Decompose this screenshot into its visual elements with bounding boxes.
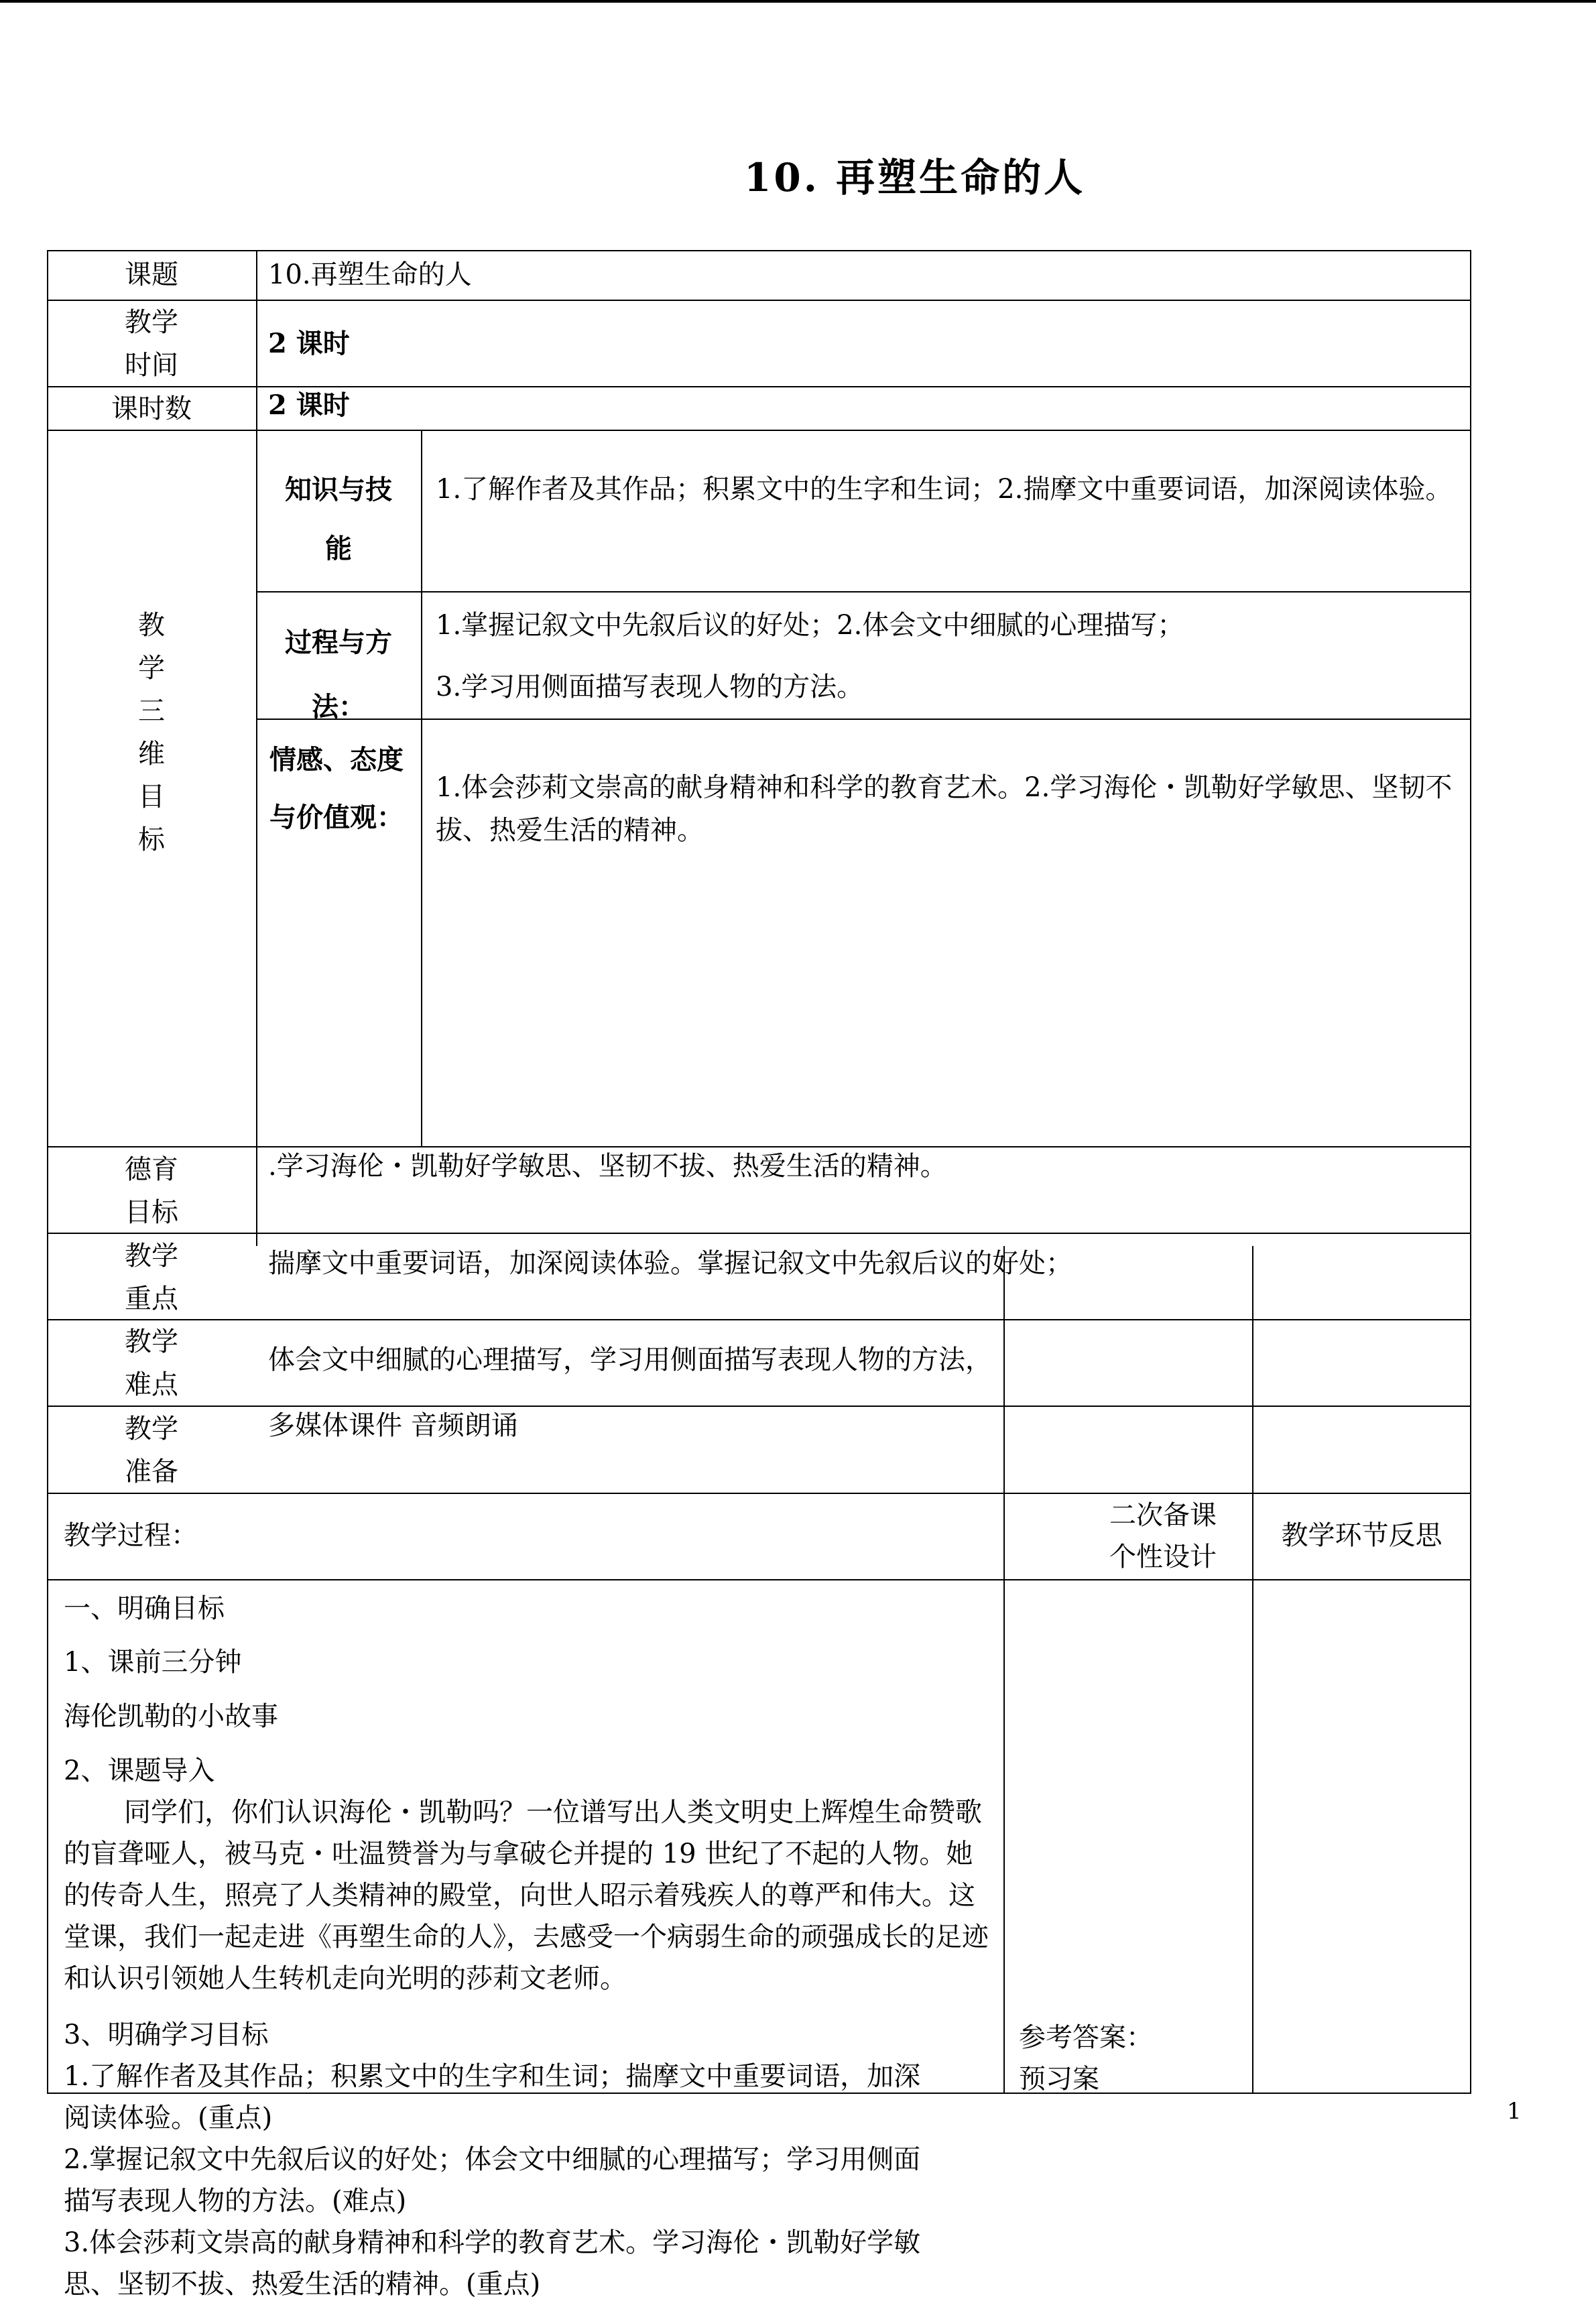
emotion-attitude-text: 1.体会莎莉文崇高的献身精神和科学的教育艺术。2.学习海伦・凯勒好学敏思、坚韧不拔、热爱生活的精神。 xyxy=(436,772,1453,846)
intro-paragraph: 同学们，你们认识海伦・凯勒吗？一位谱写出人类文明史上辉煌生命赞歌的盲聋哑人，被马克・吐温赞誉为与拿破仑并提的 19 世纪了不起的人物。她的传奇人生，照亮了人类精神的殿堂，向世人昭示着残疾人的尊严和伟大。这堂课，我们一起走进《再塑生命的人》，去感受一个病弱生命的顽强成长的足迹和认识引领她人生转机走向光明的莎莉文老师。 xyxy=(64,1797,989,1994)
answer-sub: 预习案 xyxy=(1019,2064,1099,2095)
table-border-left xyxy=(47,250,48,2094)
topic-label: 课题 xyxy=(125,259,178,290)
story-paragraph: 海伦凯勒的小故事 xyxy=(64,1701,278,1732)
row-line xyxy=(47,300,1471,301)
difficulty-label: 教学难点 xyxy=(125,1326,178,1400)
row-line xyxy=(47,250,1471,251)
learning-goal-3: 3.体会莎莉文崇高的献身精神和科学的教育艺术。学习海伦・凯勒好学敏思、坚韧不拔、热爱生活的精神。(重点) xyxy=(64,2227,921,2300)
knowledge-skills-label: 知识与技能 xyxy=(285,474,392,564)
row-line xyxy=(256,719,1471,720)
teaching-process-header: 教学过程： xyxy=(64,1520,198,1551)
process-method-line-2: 3.学习用侧面描写表现人物的方法。 xyxy=(436,672,864,702)
lesson-plan-table xyxy=(47,250,1471,2300)
answer-label: 参考答案： xyxy=(1019,2022,1153,2053)
topic-value: 10.再塑生命的人 xyxy=(268,259,472,290)
step-heading-3: 2、课题导入 xyxy=(64,1755,215,1786)
process-method-line-1: 1.掌握记叙文中先叙后议的好处；2.体会文中细腻的心理描写； xyxy=(436,610,1184,641)
lesson-count-value: 2 课时 xyxy=(268,389,350,421)
second-preparation-header: 二次备课个性设计 xyxy=(1109,1500,1217,1572)
step-heading-4: 3、明确学习目标 xyxy=(64,2019,269,2050)
difficulty-text: 体会文中细腻的心理描写，学习用侧面描写表现人物的方法， xyxy=(268,1345,992,1375)
moral-goal-text: .学习海伦・凯勒好学敏思、坚韧不拔、热爱生活的精神。 xyxy=(268,1151,947,1182)
process-method-label: 过程与方法： xyxy=(285,627,392,723)
learning-goal-1: 1.了解作者及其作品；积累文中的生字和生词；揣摩文中重要词语，加深阅读体验。(重点) xyxy=(64,2061,921,2133)
step-heading-1: 一、明确目标 xyxy=(64,1593,225,1624)
table-border-right xyxy=(1470,250,1471,2094)
row-line xyxy=(47,1233,1471,1234)
moral-goal-label: 德育目标 xyxy=(125,1154,178,1228)
step-heading-2: 1、课前三分钟 xyxy=(64,1647,242,1678)
row-line xyxy=(47,430,1471,431)
page-title: 10. 再塑生命的人 xyxy=(744,155,1086,200)
teaching-time-label: 教学时间 xyxy=(125,307,178,381)
emotion-attitude-label: 情感、态度与价值观： xyxy=(269,744,404,833)
goal-sublabel-divider xyxy=(421,430,422,1146)
row-line xyxy=(256,591,1471,593)
page-number: 1 xyxy=(1507,2098,1522,2125)
lesson-count-label: 课时数 xyxy=(111,393,192,424)
key-point-label: 教学重点 xyxy=(125,1241,178,1314)
row-line xyxy=(47,1493,1471,1494)
three-dimensional-goals-label: 教学三维目标 xyxy=(138,610,165,855)
preparation-text: 多媒体课件 音频朗诵 xyxy=(268,1410,518,1441)
teaching-time-value: 2 课时 xyxy=(268,328,350,359)
top-border-line xyxy=(0,0,1596,3)
reflection-header: 教学环节反思 xyxy=(1281,1520,1442,1551)
preparation-label: 教学准备 xyxy=(125,1414,178,1487)
learning-goal-2: 2.掌握记叙文中先叙后议的好处；体会文中细腻的心理描写；学习用侧面描写表现人物的方法。(难点) xyxy=(64,2144,921,2217)
key-point-text: 揣摩文中重要词语，加深阅读体验。掌握记叙文中先叙后议的好处； xyxy=(268,1248,1072,1279)
row-line xyxy=(47,1579,1471,1580)
row-line xyxy=(47,1319,1471,1320)
knowledge-skills-text: 1.了解作者及其作品；积累文中的生字和生词；2.揣摩文中重要词语，加深阅读体验。 xyxy=(436,474,1453,505)
